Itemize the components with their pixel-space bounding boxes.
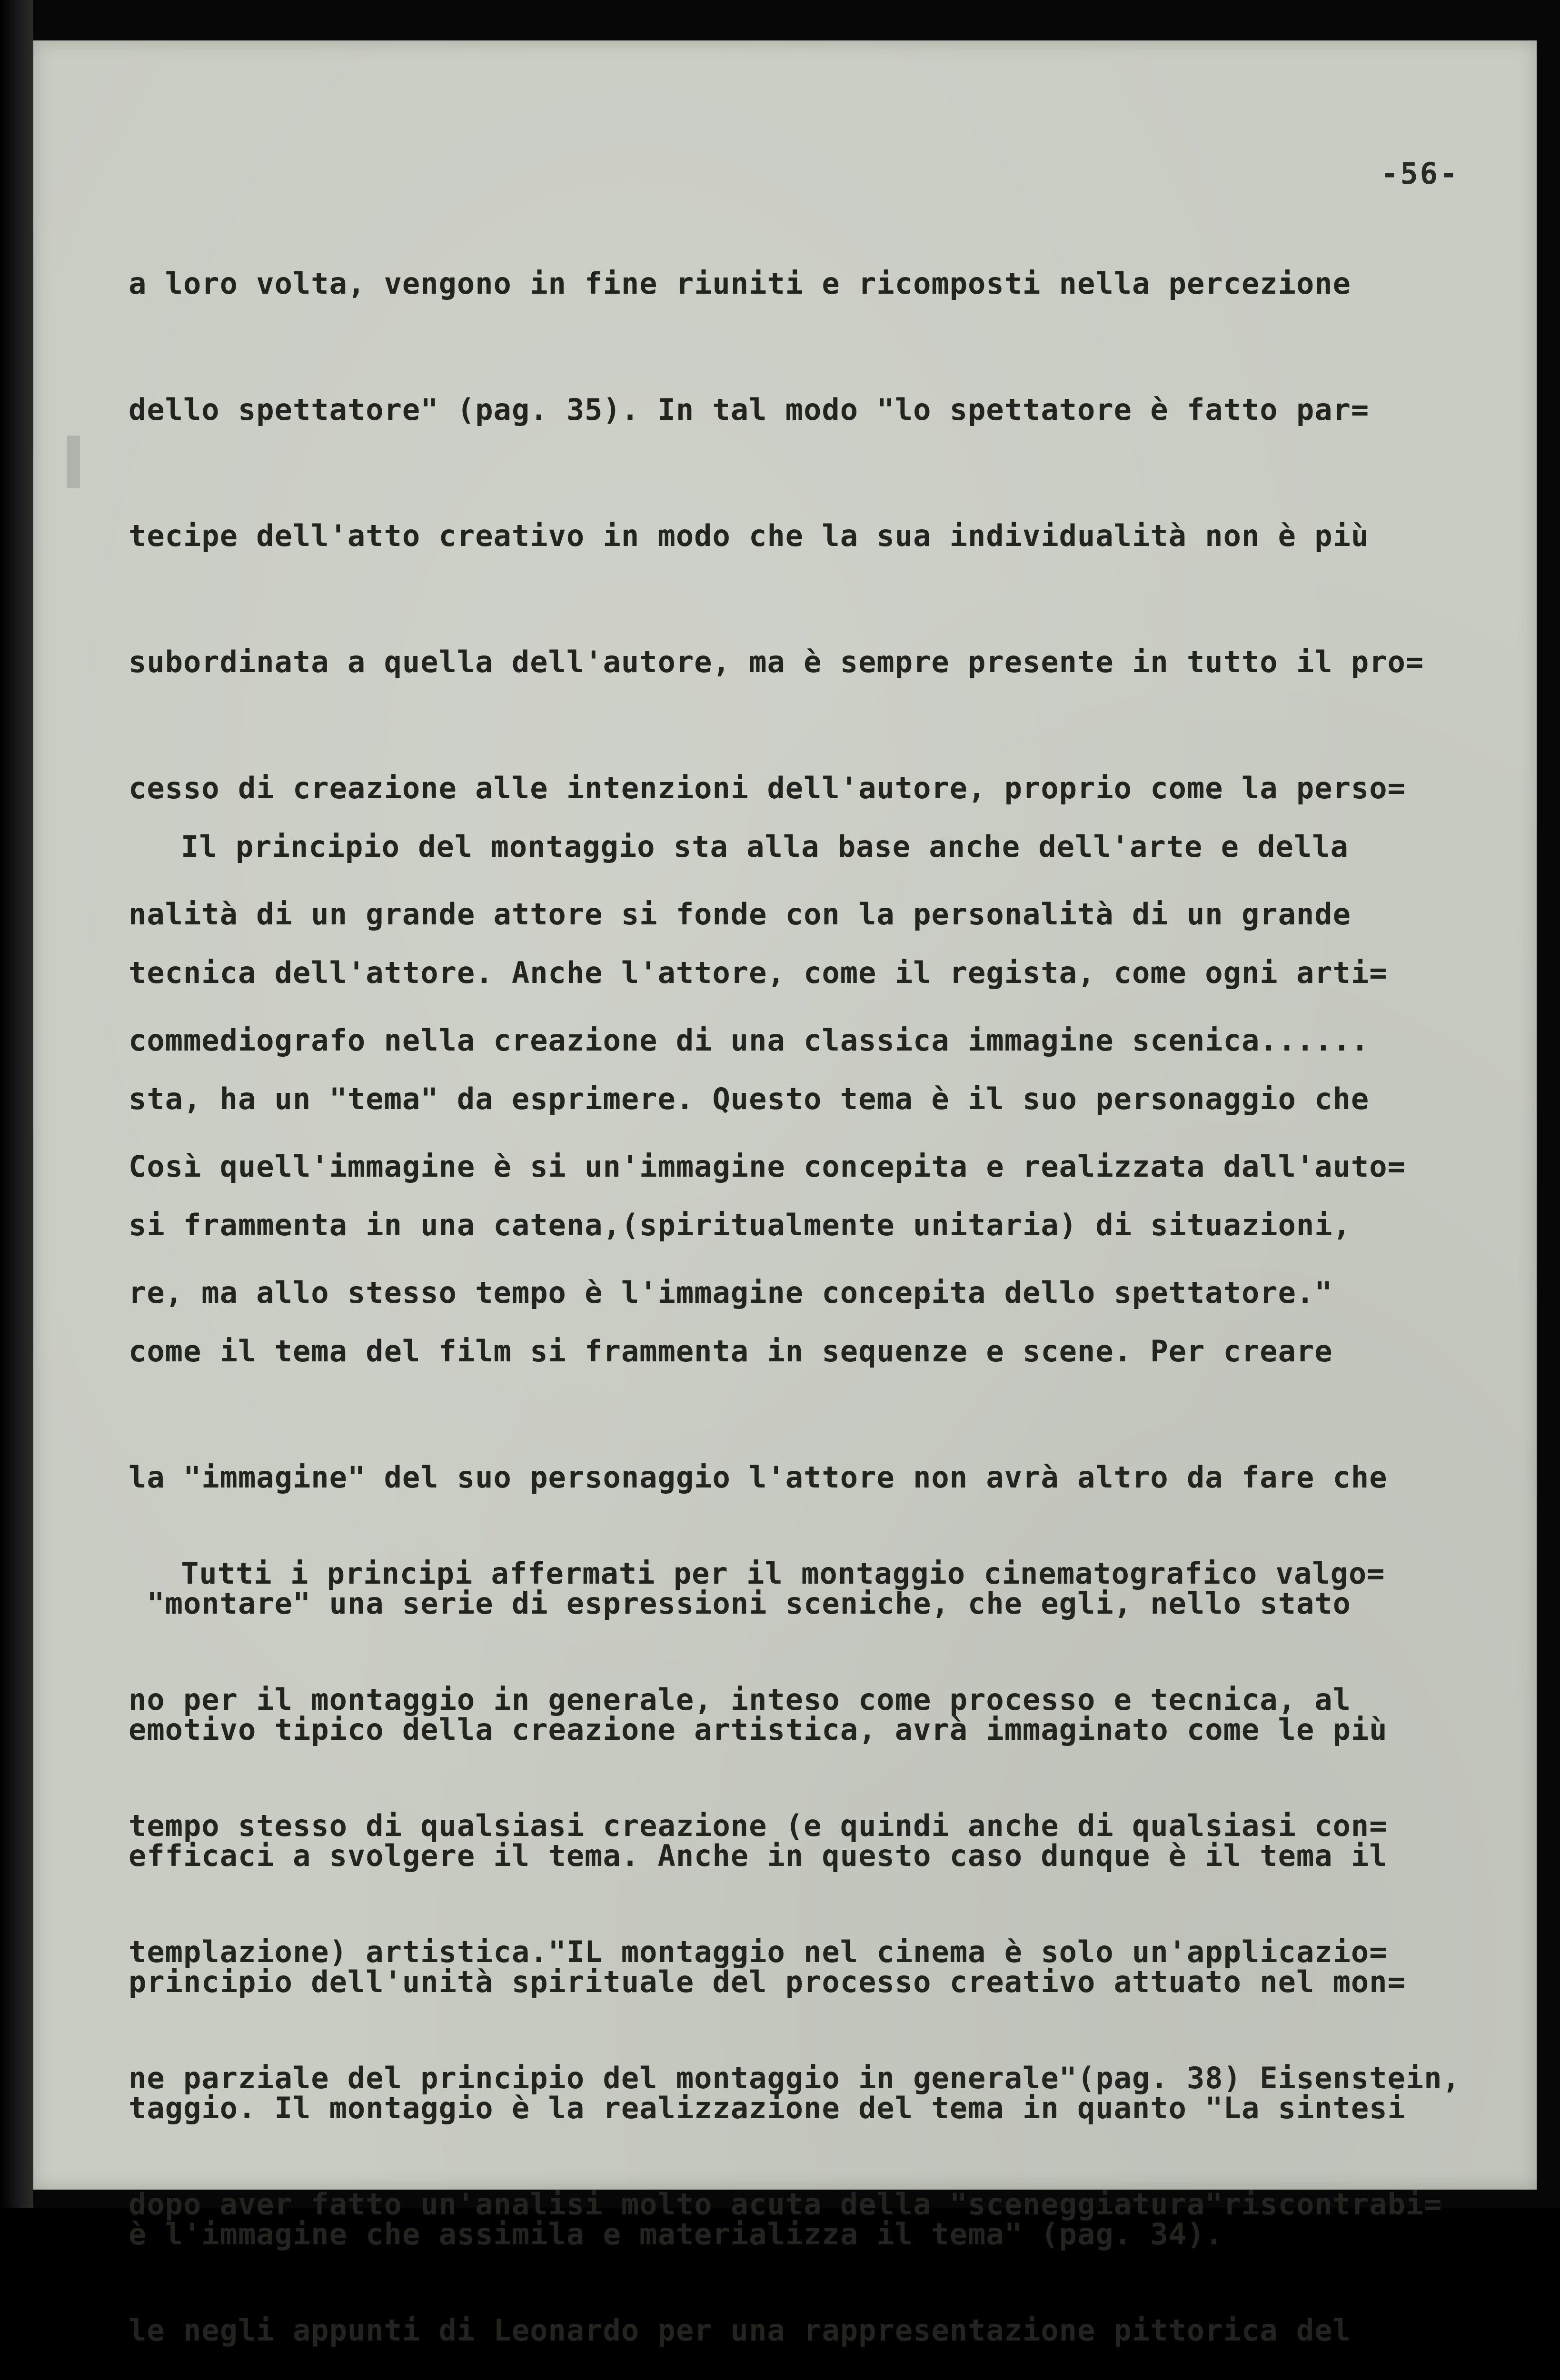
text-line: re, ma allo stesso tempo è l'immagine concepita dello spettatore." <box>129 1275 1333 1310</box>
text-line: efficaci a svolgere il tema. Anche in questo caso dunque è il tema il <box>129 1838 1388 1873</box>
text-line: emotivo tipico della creazione artistica, avrà immaginato come le più <box>129 1712 1388 1747</box>
text-line: Il principio del montaggio sta alla base anche dell'arte e della <box>181 829 1349 864</box>
text-line: a loro volta, vengono in fine riuniti e ricomposti nella percezione <box>129 266 1351 301</box>
text-line: cesso di creazione alle intenzioni dell'autore, proprio come la perso= <box>129 771 1406 805</box>
text-line: tecnica dell'attore. Anche l'attore, come il regista, come ogni arti= <box>129 955 1388 990</box>
text-line: tempo stesso di qualsiasi creazione (e quindi anche di qualsiasi con= <box>129 1808 1388 1843</box>
text-line: Tutti i principi affermati per il montaggio cinematografico valgo= <box>181 1556 1385 1591</box>
text-line: le negli appunti di Leonardo per una rappresentazione pittorica del <box>129 2313 1351 2348</box>
text-line: no per il montaggio in generale, inteso come processo e tecnica, al <box>129 1682 1351 1717</box>
binding-edge <box>0 0 33 2208</box>
text-line: taggio. Il montaggio è la realizzazione del tema in quanto "La sintesi <box>129 2091 1406 2125</box>
text-line: nalità di un grande attore si fonde con la personalità di un grande <box>129 897 1351 932</box>
text-line: dopo aver fatto un'analisi molto acuta della "sceneggiatura"riscontrabi= <box>129 2187 1442 2221</box>
text-line: Così quell'immagine è si un'immagine concepita e realizzata dall'auto= <box>129 1149 1406 1184</box>
text-line: sta, ha un "tema" da esprimere. Questo tema è il suo personaggio che <box>129 1081 1370 1116</box>
text-line: commediografo nella creazione di una classica immagine scenica...... <box>129 1023 1370 1058</box>
paragraph-3 <box>129 1476 1509 2380</box>
text-line: si frammenta in una catena,(spiritualmente unitaria) di situazioni, <box>129 1208 1351 1242</box>
text-line: principio dell'unità spirituale del processo creativo attuato nel mon= <box>129 1964 1406 1999</box>
paper-mark <box>67 436 80 488</box>
text-line: tecipe dell'atto creativo in modo che la sua individualità non è più <box>129 518 1370 553</box>
text-line: ne parziale del principio del montaggio in generale"(pag. 38) Eisenstein, <box>129 2061 1461 2095</box>
text-line: è l'immagine che assimila e materializza il tema" (pag. 34). <box>129 2217 1223 2251</box>
text-line: "montare" una serie di espressioni sceniche, che egli, nello stato <box>129 1586 1351 1621</box>
page-number: -56- <box>1381 156 1460 191</box>
typewritten-page <box>33 40 1537 2348</box>
text-line: subordinata a quella dell'autore, ma è sempre presente in tutto il pro= <box>129 645 1424 679</box>
text-line: la "immagine" del suo personaggio l'attore non avrà altro da fare che <box>129 1460 1388 1495</box>
text-line: dello spettatore" (pag. 35). In tal modo "lo spettatore è fatto par= <box>129 392 1370 427</box>
text-line: templazione) artistica."IL montaggio nel cinema è solo un'applicazio= <box>129 1934 1388 1969</box>
text-line: come il tema del film si frammenta in sequenze e scene. Per creare <box>129 1334 1333 1368</box>
